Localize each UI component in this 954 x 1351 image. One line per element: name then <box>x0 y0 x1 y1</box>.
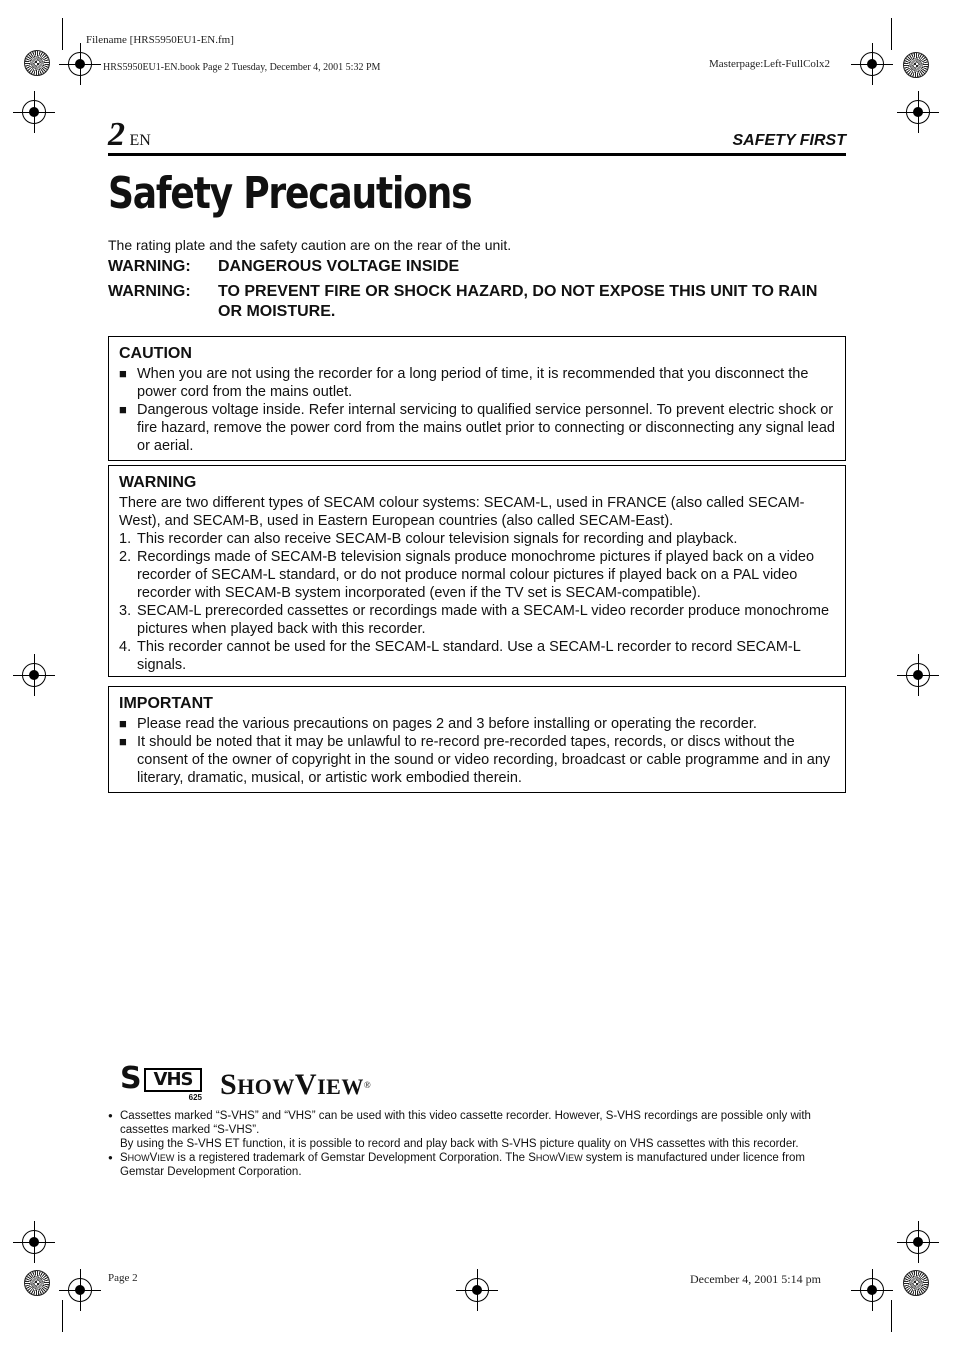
showview-logo-v: V <box>294 1068 318 1101</box>
page-header <box>108 116 846 154</box>
list-item <box>119 638 835 674</box>
showview-text-how: HOW <box>127 1153 150 1163</box>
warning-line <box>108 258 846 276</box>
warning-text: TO PREVENT FIRE OR SHOCK HAZARD, DO NOT EXPOSE THIS UNIT TO RAIN OR MOISTURE. <box>218 283 818 320</box>
warning-text: DANGEROUS VOLTAGE INSIDE <box>218 258 460 275</box>
footnote-svhs-text: ● Cassettes marked “S-VHS” and “VHS” can be used with this video cassette recorder. However, S-VHS recordings are possible only with cassettes marked “S-VHS”. <box>120 1110 811 1136</box>
registration-star-bottom-left <box>24 1270 50 1296</box>
crosshair-right-upper <box>906 100 930 124</box>
crop-mark <box>891 18 892 50</box>
footnotes <box>108 1109 848 1179</box>
section-title: SAFETY FIRST <box>732 132 846 149</box>
warning-label: WARNING: <box>108 258 191 275</box>
showview-text-iew: IEW <box>157 1153 175 1163</box>
warning-list <box>119 530 835 674</box>
showview-text-s: S <box>120 1152 128 1164</box>
list-item <box>119 530 835 548</box>
registered-mark: ® <box>363 1080 372 1090</box>
crosshair-left-middle <box>22 663 46 687</box>
warning-line <box>108 282 846 322</box>
important-list <box>119 715 835 787</box>
footer-date-label: December 4, 2001 5:14 pm <box>690 1272 821 1286</box>
crosshair-top-left <box>68 52 92 76</box>
list-item <box>119 602 835 638</box>
item-number: 1. <box>119 531 132 547</box>
intro-text: The rating plate and the safety caution are on the rear of the unit. <box>108 237 512 253</box>
footnote-showview-text2: system is manufactured under licence from Gemstar Development Corporation. <box>120 1152 806 1178</box>
crosshair-right-middle <box>906 663 930 687</box>
list-item: ■ It should be noted that it may be unlawful to re-record pre-recorded tapes, records, or discs without the consent of the owner of copyright in the sound or video recording, broadcast or cable programme and in any literary, dramatic, musical, or artistic work embodied therein. <box>119 733 835 787</box>
page-title: Safety Precautions <box>108 168 472 219</box>
crosshair-bottom-left <box>68 1278 92 1302</box>
warning-label: WARNING: <box>108 283 191 300</box>
crop-mark <box>891 1300 892 1332</box>
registration-star-top-left <box>24 50 50 76</box>
svhs-logo-vhs: VHS <box>144 1068 202 1092</box>
showview-text-iew: IEW <box>565 1153 583 1163</box>
crosshair-left-upper <box>22 100 46 124</box>
language-code: EN <box>129 132 151 149</box>
warning-box <box>108 465 846 677</box>
list-item <box>119 548 835 602</box>
crop-mark <box>62 1300 63 1332</box>
footnote-showview-text1: is a registered trademark of Gemstar Development Corporation. The S <box>174 1152 536 1164</box>
list-item: ■ Dangerous voltage inside. Refer internal servicing to qualified service personnel. To prevent electric shock or fire hazard, remove the power cord from the mains outlet prior to connecting or disconnecting any signal lead or aerial. <box>119 401 835 455</box>
list-item: ■ Please read the various precautions on pages 2 and 3 before installing or operating the recorder. <box>119 715 835 733</box>
svhs-logo-s: S <box>120 1061 142 1096</box>
showview-logo-iew: IEW <box>317 1074 364 1099</box>
item-text: This recorder cannot be used for the SECAM-L standard. Use a SECAM-L recorder to record SECAM-L signals. <box>137 639 801 673</box>
item-text: SECAM-L prerecorded cassettes or recordings made with a SECAM-L video recorder produce monochrome pictures when played back with this recorder. <box>137 603 830 637</box>
header-rule <box>108 153 846 156</box>
item-text: This recorder can also receive SECAM-B colour television signals for recording and playback. <box>137 531 738 547</box>
warning-intro: There are two different types of SECAM colour systems: SECAM-L, used in FRANCE (also called SECAM-West), and SECAM-B, used in Eastern European countries (also called SECAM-East). <box>119 495 805 529</box>
showview-logo-how: HOW <box>237 1074 295 1099</box>
warning-heading: WARNING <box>119 474 197 491</box>
footer-page-label: Page 2 <box>108 1272 138 1284</box>
crosshair-left-lower <box>22 1230 46 1254</box>
item-text: Recordings made of SECAM-B television signals produce monochrome pictures if played back on a video recorder of SECAM-L standard, or do not produce normal colour pictures if played back on a PAL video recorder with SECAM-B system incorporated (even if the TV set is SECAM-compatible). <box>137 549 815 601</box>
footnote-svhs-et-text: By using the S-VHS ET function, it is possible to record and play back with S-VHS picture quality on VHS cassettes with this recorder. <box>120 1138 799 1150</box>
masterpage-label: Masterpage:Left-FullColx2 <box>709 58 830 70</box>
footnote-svhs <box>108 1109 848 1151</box>
caution-box <box>108 336 846 461</box>
caution-list <box>119 365 835 455</box>
footnote-showview <box>108 1151 848 1179</box>
crosshair-top-right <box>860 52 884 76</box>
showview-text-how: HOW <box>535 1153 558 1163</box>
caution-heading: CAUTION <box>119 345 192 362</box>
svhs-logo-625: 625 <box>188 1093 202 1102</box>
item-number: 4. <box>119 639 132 655</box>
item-number: 2. <box>119 549 132 565</box>
showview-text-v: V <box>557 1152 566 1164</box>
showview-text-v: V <box>149 1152 158 1164</box>
book-info-line: HRS5950EU1-EN.book Page 2 Tuesday, December 4, 2001 5:32 PM <box>103 62 381 73</box>
crop-mark <box>62 18 63 50</box>
filename-label: Filename [HRS5950EU1-EN.fm] <box>86 34 234 46</box>
registration-star-top-right <box>903 52 929 78</box>
registration-star-bottom-right <box>903 1270 929 1296</box>
crosshair-bottom-center <box>465 1278 489 1302</box>
showview-logo-s: S <box>220 1068 238 1101</box>
item-number: 3. <box>119 603 132 619</box>
warning-lines <box>108 258 846 322</box>
important-box <box>108 686 846 793</box>
logo-row <box>120 1062 371 1102</box>
important-heading: IMPORTANT <box>119 695 213 712</box>
showview-logo <box>220 1070 371 1102</box>
crosshair-right-lower <box>906 1230 930 1254</box>
page-number: 2 <box>108 116 125 153</box>
crosshair-bottom-right <box>860 1278 884 1302</box>
svhs-logo <box>120 1062 204 1102</box>
list-item: ■ When you are not using the recorder for a long period of time, it is recommended that you disconnect the power cord from the mains outlet. <box>119 365 835 401</box>
